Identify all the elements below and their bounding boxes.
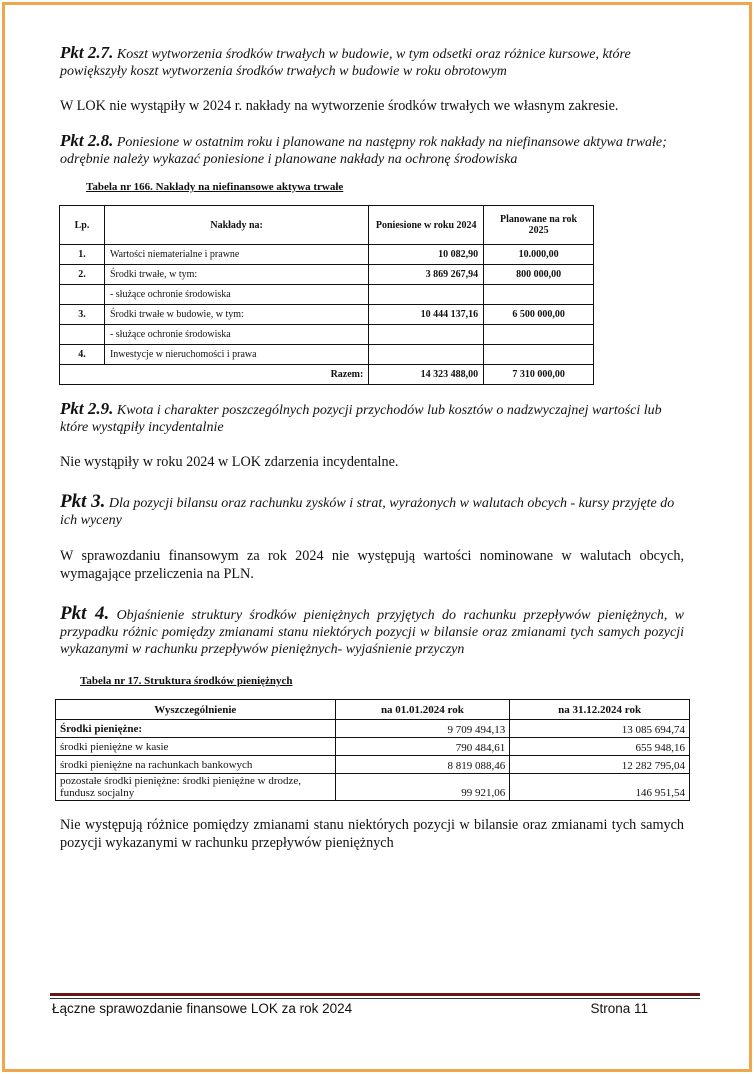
cell-planowane: 10.000,00 <box>484 245 594 265</box>
cell-name: środki pieniężne na rachunkach bankowych <box>56 756 336 774</box>
pkt-2-7-answer: W LOK nie wystąpiły w 2024 r. nakłady na wytworzenie środków trwałych we własnym zakresie. <box>60 98 619 114</box>
cell-poniesione: 3 869 267,94 <box>369 265 484 285</box>
pkt-3-heading <box>60 493 684 529</box>
table-row <box>60 265 594 285</box>
cell-name: Środki trwałe, w tym: <box>104 265 368 285</box>
header-end: na 31.12.2024 rok <box>510 700 690 720</box>
table-16-caption: Tabela nr 166. Nakłady na niefinansowe aktywa trwałe <box>86 181 344 193</box>
header-name: Wyszczególnienie <box>56 700 336 720</box>
cell-lp: 1. <box>60 245 105 265</box>
pkt-2-9-heading <box>60 400 684 436</box>
table-total-row <box>60 365 594 385</box>
pkt-3-answer: W sprawozdaniu finansowym za rok 2024 nie występują wartości nominowane w walutach obcych, wymagające przeliczenia na PLN. <box>60 548 684 582</box>
cell-lp: 3. <box>60 305 105 325</box>
pkt-text: Kwota i charakter poszczególnych pozycji przychodów lub kosztów o nadzwyczajnej wartości lub które wystąpiły incydentalnie <box>60 403 662 435</box>
table-row <box>56 720 690 738</box>
cell-start: 8 819 088,46 <box>335 756 510 774</box>
footer-rule-thin <box>50 998 700 999</box>
pkt-2-9-answer: Nie wystąpiły w roku 2024 w LOK zdarzenia incydentalne. <box>60 454 399 470</box>
pkt-2-8-heading <box>60 132 684 168</box>
cell-lp: 4. <box>60 345 105 365</box>
cell-end: 655 948,16 <box>510 738 690 756</box>
cell-poniesione <box>369 325 484 345</box>
cell-name: Środki pieniężne: <box>56 720 336 738</box>
cell-end: 12 282 795,04 <box>510 756 690 774</box>
pkt-text: Koszt wytworzenia środków trwałych w budowie, w tym odsetki oraz różnice kursowe, które powiększyły koszt wytworzenia środków trwałych w budowie w roku obrotowym <box>60 47 631 79</box>
cell-planowane: 800 000,00 <box>484 265 594 285</box>
pkt-label: Pkt 3. <box>60 491 106 512</box>
pkt-text: Dla pozycji bilansu oraz rachunku zysków i strat, wyrażonych w walutach obcych - kursy przyjęte do ich wyceny <box>60 496 675 528</box>
header-planowane: Planowane na rok 2025 <box>484 206 594 245</box>
header-poniesione: Poniesione w roku 2024 <box>369 206 484 245</box>
table-17 <box>55 699 690 801</box>
cell-name: Wartości niematerialne i prawne <box>104 245 368 265</box>
table-row <box>56 738 690 756</box>
cell-planowane <box>484 345 594 365</box>
table-row <box>60 305 594 325</box>
header-lp: Lp. <box>60 206 105 245</box>
total-label: Razem: <box>60 365 369 385</box>
page-footer <box>52 1001 648 1016</box>
pkt-text: Poniesione w ostatnim roku i planowane na następny rok nakłady na niefinansowe aktywa trwałe; odrębnie należy wykazać poniesione i planowane nakłady na ochronę środowiska <box>60 135 667 167</box>
footer-rule <box>50 993 700 996</box>
cell-lp <box>60 285 105 305</box>
table-row <box>60 285 594 305</box>
cell-name: środki pieniężne w kasie <box>56 738 336 756</box>
cell-planowane <box>484 285 594 305</box>
total-planowane: 7 310 000,00 <box>484 365 594 385</box>
closing-paragraph: Nie występują różnice pomiędzy zmianami stanu niektórych pozycji w bilansie oraz zmianami tych samych pozycji wykazanymi w rachunku przepływów pieniężnych <box>60 817 684 851</box>
pkt-label: Pkt 2.9. <box>60 399 114 418</box>
document-body <box>60 44 684 852</box>
cell-name: Środki trwałe w budowie, w tym: <box>104 305 368 325</box>
cell-lp <box>60 325 105 345</box>
table-row <box>56 774 690 801</box>
table-row <box>60 245 594 265</box>
pkt-text: Objaśnienie struktury środków pieniężnych przyjętych do rachunku przepływów pieniężnych, w przypadku różnic pomiędzy zmianami stanu niektórych pozycji w bilansie oraz zmianami tych samych pozycji wykazanymi w rachunku przepływów pieniężnych- wyjaśnienie przyczyn <box>60 608 685 657</box>
cell-planowane <box>484 325 594 345</box>
table-16 <box>59 205 594 385</box>
pkt-label: Pkt 2.8. <box>60 131 114 150</box>
table-17-caption: Tabela nr 17. Struktura środków pieniężnych <box>80 675 293 687</box>
cell-planowane: 6 500 000,00 <box>484 305 594 325</box>
cell-start: 9 709 494,13 <box>335 720 510 738</box>
header-naklady: Nakłady na: <box>104 206 368 245</box>
cell-start: 99 921,06 <box>335 774 510 801</box>
cell-name: Inwestycje w nieruchomości i prawa <box>104 345 368 365</box>
cell-lp: 2. <box>60 265 105 285</box>
table-row <box>60 325 594 345</box>
cell-end: 146 951,54 <box>510 774 690 801</box>
pkt-4-heading <box>60 605 684 658</box>
pkt-label: Pkt 4. <box>60 603 110 624</box>
table-header-row <box>56 700 690 720</box>
cell-start: 790 484,61 <box>335 738 510 756</box>
footer-title: Łączne sprawozdanie finansowe LOK za rok 2024 <box>52 1001 353 1016</box>
cell-name: pozostałe środki pieniężne: środki pieniężne w drodze, fundusz socjalny <box>56 774 336 801</box>
pkt-2-7-heading <box>60 44 684 80</box>
cell-name: - służące ochronie środowiska <box>104 325 368 345</box>
cell-end: 13 085 694,74 <box>510 720 690 738</box>
cell-poniesione: 10 444 137,16 <box>369 305 484 325</box>
cell-poniesione <box>369 345 484 365</box>
table-row <box>60 345 594 365</box>
cell-poniesione: 10 082,90 <box>369 245 484 265</box>
cell-name: - służące ochronie środowiska <box>104 285 368 305</box>
table-row <box>56 756 690 774</box>
page-number: Strona 11 <box>590 1001 648 1016</box>
total-poniesione: 14 323 488,00 <box>369 365 484 385</box>
cell-poniesione <box>369 285 484 305</box>
table-header-row <box>60 206 594 245</box>
header-start: na 01.01.2024 rok <box>335 700 510 720</box>
pkt-label: Pkt 2.7. <box>60 43 114 62</box>
